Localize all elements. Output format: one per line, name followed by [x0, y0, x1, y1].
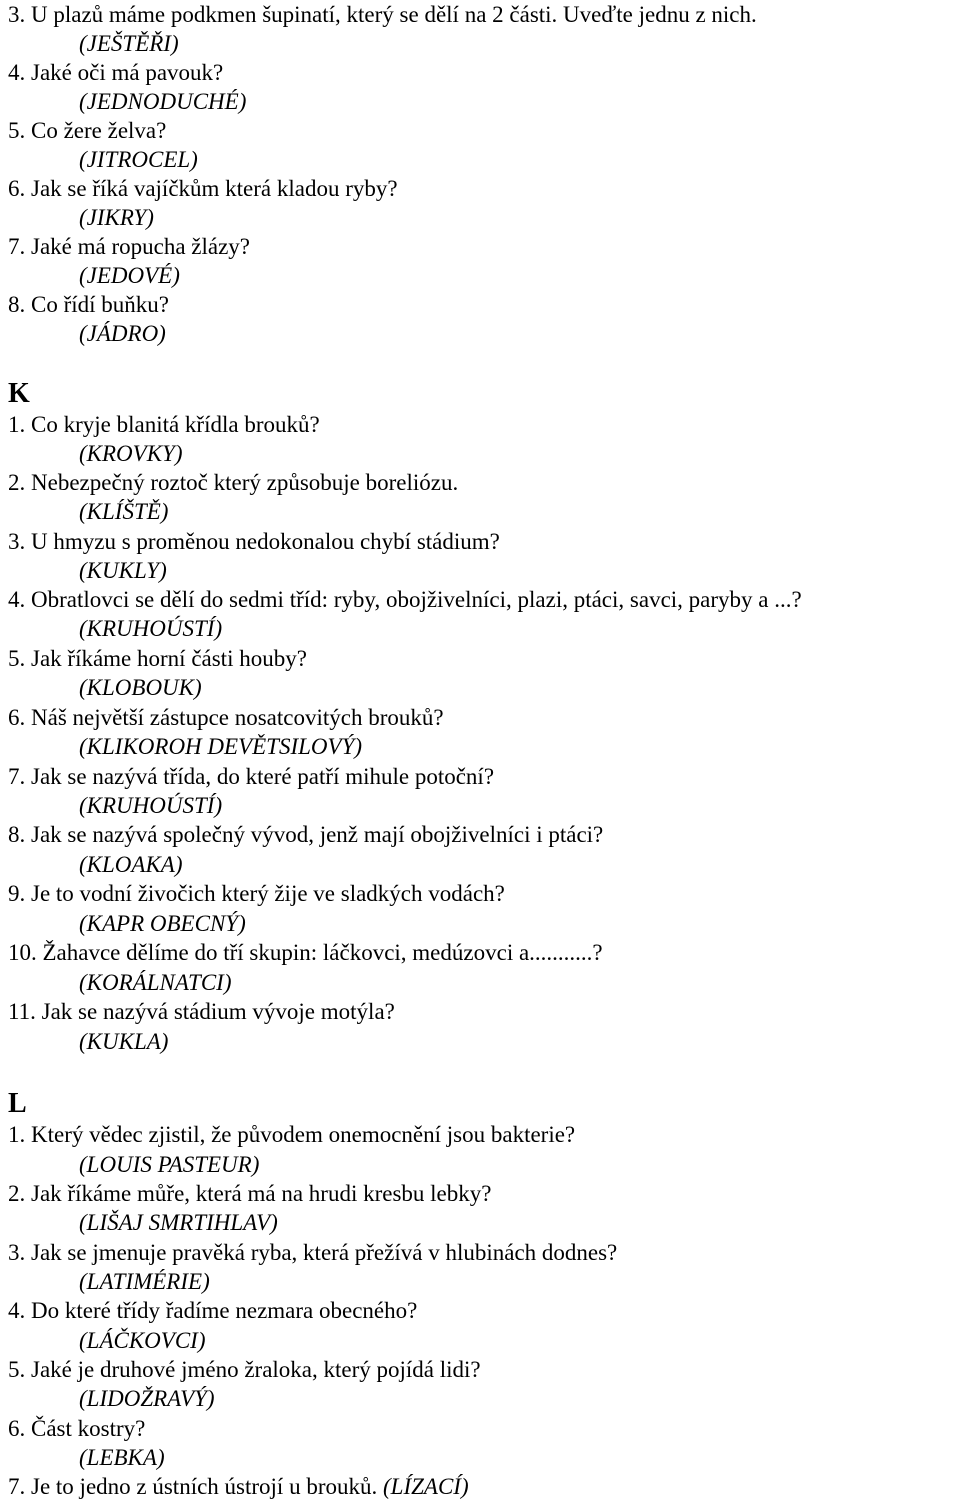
question-j8: 8. Co řídí buňku?: [8, 292, 169, 317]
question-j4: 4. Jaké oči má pavouk?: [8, 60, 224, 85]
question-k5: 5. Jak říkáme horní části houby?: [8, 646, 307, 671]
answer-k5: (KLOBOUK): [79, 675, 202, 700]
question-k11: 11. Jak se nazývá stádium vývoje motýla?: [8, 999, 395, 1024]
question-l7: 7. Je to jedno z ústních ústrojí u brouků.: [8, 1474, 378, 1499]
question-l6: 6. Část kostry?: [8, 1416, 146, 1441]
question-l4: 4. Do které třídy řadíme nezmara obecného?: [8, 1298, 418, 1323]
question-j5: 5. Co žere želva?: [8, 118, 167, 143]
answer-l7: (LÍZACÍ): [383, 1474, 469, 1499]
answer-k8: (KLOAKA): [79, 852, 183, 877]
question-k8: 8. Jak se nazývá společný vývod, jenž mají obojživelníci i ptáci?: [8, 822, 604, 847]
answer-j8: (JÁDRO): [79, 321, 166, 346]
answer-j7: (JEDOVÉ): [79, 263, 180, 288]
answer-l3: (LATIMÉRIE): [79, 1269, 210, 1294]
question-j7: 7. Jaké má ropucha žlázy?: [8, 234, 251, 259]
answer-k7: (KRUHOÚSTÍ): [79, 793, 223, 818]
answer-l6: (LEBKA): [79, 1445, 165, 1470]
section-heading-k: K: [8, 378, 30, 409]
question-l7-line: [8, 1472, 469, 1501]
answer-j5: (JITROCEL): [79, 147, 198, 172]
answer-k11: (KUKLA): [79, 1029, 169, 1054]
answer-k3: (KUKLY): [79, 558, 167, 583]
answer-l5: (LIDOŽRAVÝ): [79, 1386, 215, 1411]
answer-k9: (KAPR OBECNÝ): [79, 911, 246, 936]
answer-k2: (KLÍŠTĚ): [79, 499, 169, 524]
question-k7: 7. Jak se nazývá třída, do které patří mihule potoční?: [8, 764, 495, 789]
question-l2: 2. Jak říkáme můře, která má na hrudi kresbu lebky?: [8, 1181, 492, 1206]
answer-j3: (JEŠTĚŘI): [79, 31, 179, 56]
question-k3: 3. U hmyzu s proměnou nedokonalou chybí stádium?: [8, 529, 500, 554]
question-l1: 1. Který vědec zjistil, že původem onemocnění jsou bakterie?: [8, 1122, 576, 1147]
answer-j4: (JEDNODUCHÉ): [79, 89, 247, 114]
answer-l1: (LOUIS PASTEUR): [79, 1152, 260, 1177]
question-j3: 3. U plazů máme podkmen šupinatí, který se dělí na 2 části. Uveďte jednu z nich.: [8, 2, 757, 27]
answer-j6: (JIKRY): [79, 205, 154, 230]
question-l5: 5. Jaké je druhové jméno žraloka, který pojídá lidi?: [8, 1357, 481, 1382]
question-l3: 3. Jak se jmenuje pravěká ryba, která přežívá v hlubinách dodnes?: [8, 1240, 618, 1265]
answer-l4: (LÁČKOVCI): [79, 1328, 206, 1353]
question-k6: 6. Náš největší zástupce nosatcovitých brouků?: [8, 705, 444, 730]
question-k2: 2. Nebezpečný roztoč který způsobuje boreliózu.: [8, 470, 459, 495]
question-k10: 10. Žahavce dělíme do tří skupin: láčkovci, medúzovci a...........?: [8, 940, 603, 965]
answer-l2: (LIŠAJ SMRTIHLAV): [79, 1210, 278, 1235]
question-k1: 1. Co kryje blanitá křídla brouků?: [8, 412, 320, 437]
question-k9: 9. Je to vodní živočich který žije ve sladkých vodách?: [8, 881, 505, 906]
question-k4: 4. Obratlovci se dělí do sedmi tříd: ryby, obojživelníci, plazi, ptáci, savci, paryby a ...?: [8, 587, 802, 612]
question-j6: 6. Jak se říká vajíčkům která kladou ryby?: [8, 176, 398, 201]
answer-k10: (KORÁLNATCI): [79, 970, 232, 995]
section-heading-l: L: [8, 1088, 27, 1119]
answer-k6: (KLIKOROH DEVĚTSILOVÝ): [79, 734, 363, 759]
answer-k4: (KRUHOÚSTÍ): [79, 616, 223, 641]
answer-k1: (KROVKY): [79, 441, 183, 466]
